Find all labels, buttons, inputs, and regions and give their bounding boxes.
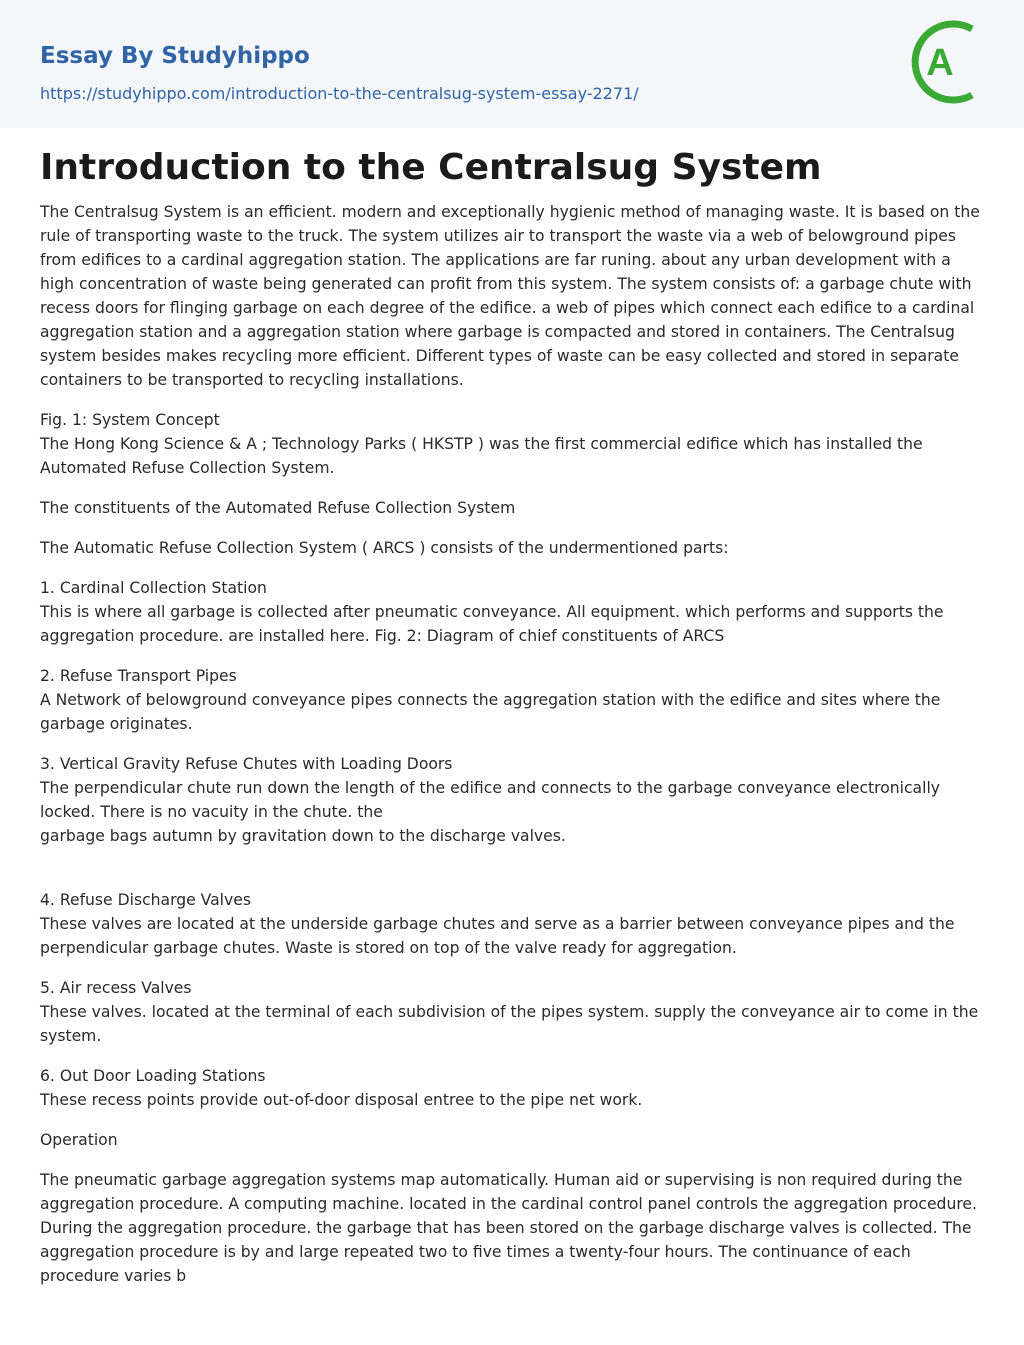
section-6 [40, 1064, 988, 1112]
article-body [40, 200, 988, 1304]
section-5 [40, 976, 988, 1048]
section-5-text: These valves. located at the terminal of each subdivision of the pipes system. supply the conveyance air to come in the system. [40, 1003, 979, 1045]
spacer [40, 864, 988, 888]
section-2-heading: 2. Refuse Transport Pipes [40, 667, 237, 685]
hkstp-paragraph: The Hong Kong Science & A ; Technology Parks ( HKSTP ) was the first commercial edifice which has installed the Automated Refuse Collection System. [40, 435, 923, 477]
logo-letter: A [926, 42, 954, 84]
site-name[interactable]: Essay By Studyhippo [40, 43, 310, 69]
section-1 [40, 576, 988, 648]
constituents-heading: The constituents of the Automated Refuse Collection System [40, 499, 516, 517]
section-3 [40, 752, 988, 848]
page-url-link[interactable]: https://studyhippo.com/introduction-to-the-centralsug-system-essay-2271/ [40, 84, 639, 103]
section-1-text: This is where all garbage is collected after pneumatic conveyance. All equipment. which performs and supports the aggregation procedure. are installed here. Fig. 2: Diagram of chief constituents of ARCS [40, 603, 944, 645]
studyhippo-logo-icon[interactable] [910, 17, 990, 107]
section-3-text-b: garbage bags autumn by gravitation down to the discharge valves. [40, 827, 566, 845]
operation-paragraph: The pneumatic garbage aggregation systems map automatically. Human aid or supervising is non required during the aggregation procedure. A computing machine. located in the cardinal control panel controls the aggregation procedure. During the aggregation procedure. the garbage that has been stored on the garbage discharge valves is collected. The aggregation procedure is by and large repeated two to five times a twenty-four hours. The continuance of each procedure varies b [40, 1171, 977, 1285]
operation-heading: Operation [40, 1131, 118, 1149]
section-4-text: These valves are located at the underside garbage chutes and serve as a barrier between conveyance pipes and the perpendicular garbage chutes. Waste is stored on top of the valve ready for aggregation. [40, 915, 955, 957]
section-6-heading: 6. Out Door Loading Stations [40, 1067, 266, 1085]
section-3-heading: 3. Vertical Gravity Refuse Chutes with Loading Doors [40, 755, 453, 773]
section-4 [40, 888, 988, 960]
fig1-caption: Fig. 1: System Concept [40, 411, 220, 429]
section-4-heading: 4. Refuse Discharge Valves [40, 891, 251, 909]
arcs-parts-intro: The Automatic Refuse Collection System ( ARCS ) consists of the undermentioned parts: [40, 539, 729, 557]
section-2 [40, 664, 988, 736]
intro-paragraph: The Centralsug System is an efficient. modern and exceptionally hygienic method of managing waste. It is based on the rule of transporting waste to the truck. The system utilizes air to transport the waste via a web of belowground pipes from edifices to a cardinal aggregation station. The applications are far runing. about any urban development with a high concentration of waste being generated can profit from this system. The system consists of: a garbage chute with recess doors for flinging garbage on each degree of the edifice. a web of pipes which connect each edifice to a cardinal aggregation station and a aggregation station where garbage is compacted and stored in containers. The Centralsug system besides makes recycling more efficient. Different types of waste can be easy collected and stored in separate containers to be transported to recycling installations. [40, 203, 980, 389]
section-2-text: A Network of belowground conveyance pipes connects the aggregation station with the edifice and sites where the garbage originates. [40, 691, 941, 733]
section-6-text: These recess points provide out-of-door disposal entree to the pipe net work. [40, 1091, 643, 1109]
section-1-heading: 1. Cardinal Collection Station [40, 579, 267, 597]
fig1-block [40, 408, 988, 480]
section-5-heading: 5. Air recess Valves [40, 979, 192, 997]
section-3-text-a: The perpendicular chute run down the length of the edifice and connects to the garbage conveyance electronically locked. There is no vacuity in the chute. the [40, 779, 940, 821]
article-title: Introduction to the Centralsug System [40, 147, 822, 188]
